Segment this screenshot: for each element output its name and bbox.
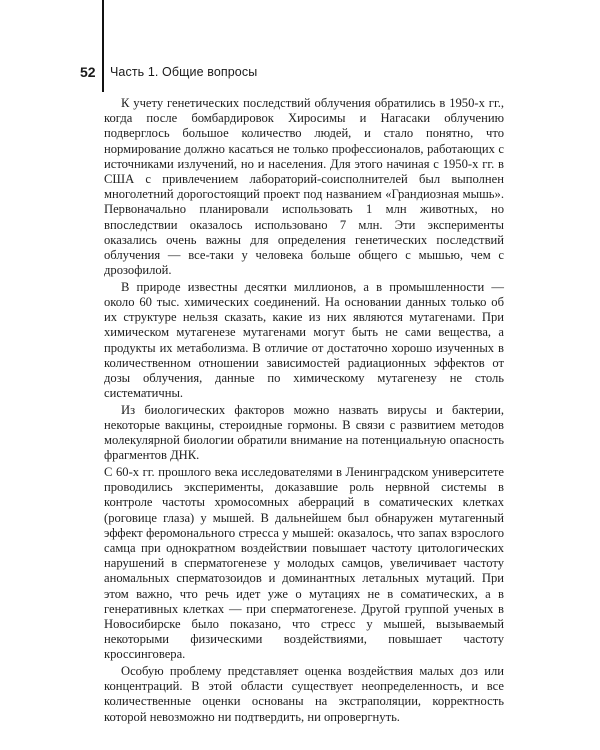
paragraph-biological-factors: Из биологических факторов можно назвать вирусы и бактерии, некоторые вакцины, стероидные гормоны. В связи с развитием методов молекулярной биологии обратили внимание на потенциальную опасность фрагментов ДНК. [104, 402, 504, 463]
section-title: Часть 1. Общие вопросы [110, 65, 258, 79]
paragraph-leningrad-experiments: С 60-х гг. прошлого века исследователями в Ленинградском университете проводились эксперименты, доказавшие роль нервной системы в контроле частоты хромосомных аберраций в соматических клетках (роговице глаза) у мышей. В дальнейшем был обнаружен мутагенный эффект феромонального стресса у мышей: оказалось, что запах взрослого самца при однократном воздействии повышает частоту цитологических нарушений в сперматогенезе у молодых самцов, увеличивает частоту аномальных сперматозоидов и доминантных летальных мутаций. При этом важно, что речь идет уже о мутациях не в соматических, а в генеративных клетках — при сперматогенезе. Другой группой ученых в Новосибирске было показано, что стресс у мышей, вызываемый некоторыми физическими воздействиями, повышает частоту кроссинговера. [104, 465, 504, 662]
paragraph-chemical-mutagens: В природе известны десятки миллионов, а в промышленности — около 60 тыс. химических соединений. На основании данных только об их структуре нельзя сказать, какие из них являются мутагенами. При химическом мутагенезе мутагенами могут быть не сами вещества, а продукты их метаболизма. В отличие от достаточно хорошо изученных в количественном отношении зависимостей радиационных эффектов от дозы облучения, данные по химическому мутагенезу не столь систематичны. [104, 279, 504, 401]
paragraph-low-doses: Особую проблему представляет оценка воздействия малых доз или концентраций. В этой области существует неопределенность, и все количественные оценки основаны на экстраполяции, корректность которой невозможно ни подтвердить, ни опровергнуть. [104, 664, 504, 724]
page-number: 52 [80, 64, 96, 80]
body-text [104, 96, 504, 726]
running-head [80, 63, 257, 81]
paragraph-genetic-effects: К учету генетических последствий облучения обратились в 1950-х гг., когда после бомбардировок Хиросимы и Нагасаки облучению подверглось большое количество людей, и стало понятно, что нормирование должно касаться не только профессионалов, работающих с источниками излучений, но и населения. Для этого начиная с 1950-х гг. в США с привлечением лабораторий-соисполнителей был выполнен многолетний дорогостоящий проект под названием «Грандиозная мышь». Первоначально планировали использовать 1 млн животных, но впоследствии оказалось использовано 7 млн. Эти эксперименты оказались очень важны для определения генетических последствий облучения — все-таки у человека больше общего с мышью, чем с дрозофилой. [104, 96, 504, 278]
